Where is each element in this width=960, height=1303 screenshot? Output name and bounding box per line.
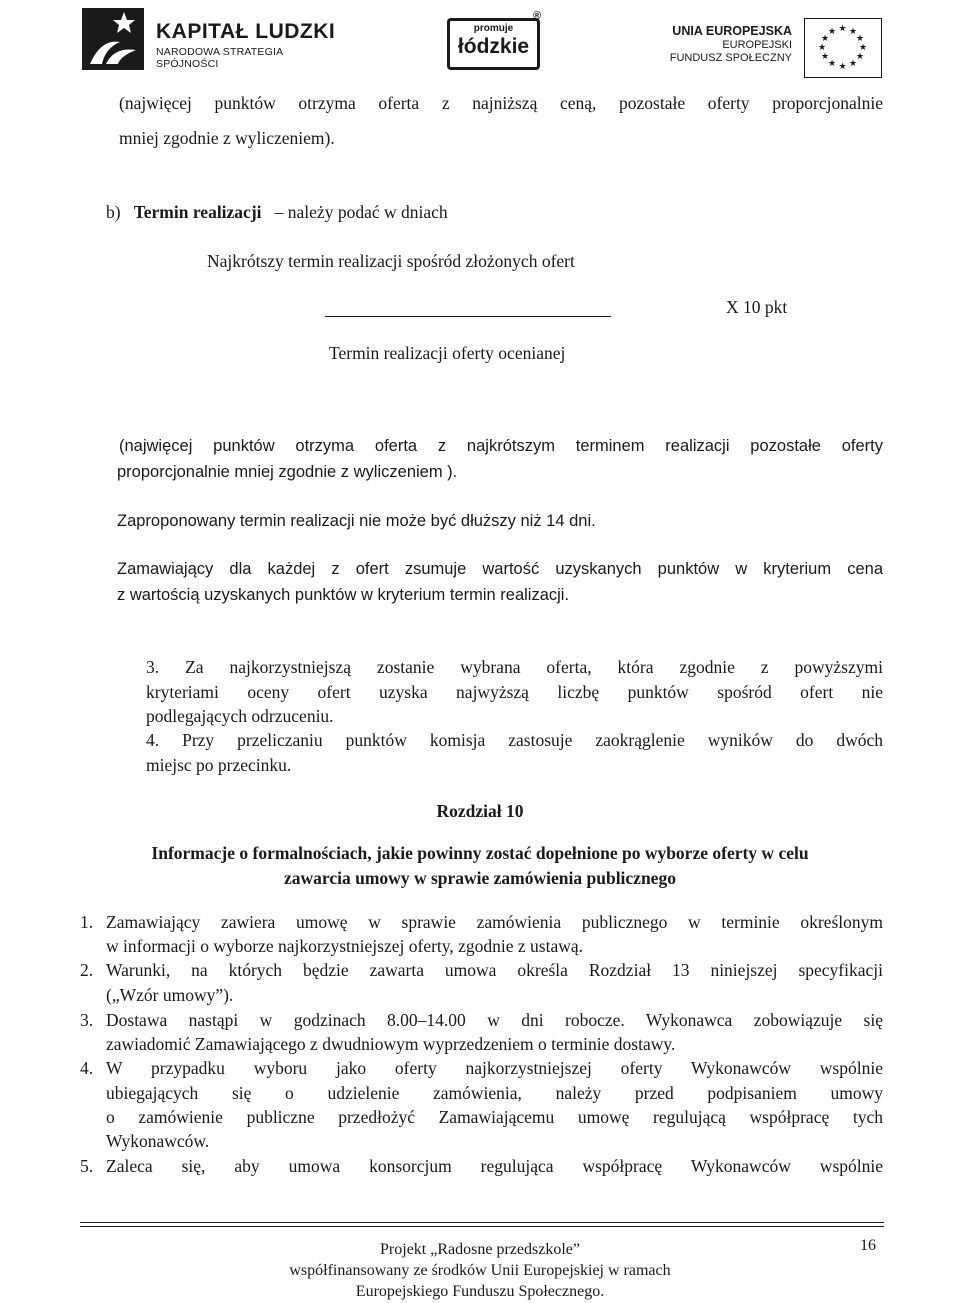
- list-item-3-number: 3.: [80, 1010, 94, 1030]
- footer-project: Projekt „Radosne przedszkole”: [380, 1241, 580, 1258]
- list-item-3-line-2: zawiadomić Zamawiającego z dwudniowym wyprzedzeniem o terminie dostawy.: [106, 1034, 676, 1054]
- chapter-heading-line-1: Informacje o formalnościach, jakie powinny zostać dopełnione po wyborze oferty w celu: [151, 843, 809, 863]
- registered-mark-icon: ®: [533, 10, 542, 22]
- list-item-3-line-1: Dostawa nastąpi w godzinach 8.00–14.00 w dni robocze. Wykonawca zobowiązuje się: [106, 1010, 883, 1030]
- promuje-lodzkie-logo: [447, 10, 547, 70]
- svg-text:★: ★: [858, 43, 868, 53]
- lodzkie-promuje-text: promuje: [473, 23, 514, 34]
- svg-text:★: ★: [820, 52, 830, 62]
- footer-fund: Europejskiego Funduszu Społecznego.: [355, 1283, 605, 1300]
- svg-text:★: ★: [817, 43, 827, 53]
- page-number: 16: [860, 1237, 876, 1254]
- chapter-heading-line-2: zawarcia umowy w sprawie zamówienia publicznego: [284, 868, 676, 888]
- sum-line-2: z wartością uzyskanych punktów w kryterium termin realizacji.: [117, 586, 570, 604]
- list-item-4-line-1: W przypadku wyboru jako oferty najkorzystniejszej oferty Wykonawców wspólnie: [106, 1058, 883, 1078]
- footer-rule-bottom: [80, 1226, 884, 1227]
- kapital-ludzki-title: KAPITAŁ LUDZKI: [156, 20, 336, 43]
- list-item-1-line-1: Zamawiający zawiera umowę w sprawie zamówienia publicznego w terminie określonym: [106, 912, 883, 932]
- criterion-b-title: Termin realizacji: [133, 202, 262, 222]
- note-line-2: proporcjonalnie mniej zgodnie z wyliczeniem ).: [117, 463, 458, 481]
- intro-line-1: (najwięcej punktów otrzyma oferta z najniższą ceną, pozostałe oferty proporcjonalnie: [119, 93, 883, 113]
- list-item-1-line-2: w informacji o wyborze najkorzystniejszej oferty, zgodnie z ustawą.: [106, 936, 584, 956]
- list-item-4-line-3: o zamówienie publiczne przedłożyć Zamawiającemu umowę regulującą współpracę tych: [106, 1107, 883, 1127]
- svg-text:★: ★: [848, 27, 858, 37]
- chapter-title: Rozdział 10: [436, 801, 524, 821]
- kapital-ludzki-logo: [80, 6, 340, 72]
- kapital-ludzki-subtitle: NARODOWA STRATEGIA SPÓJNOŚCI: [156, 46, 283, 70]
- svg-text:★: ★: [820, 34, 830, 44]
- svg-text:★: ★: [838, 62, 847, 72]
- unia-europejska-logo: [669, 14, 882, 74]
- svg-text:★: ★: [838, 24, 847, 34]
- svg-text:★: ★: [855, 34, 865, 44]
- svg-text:★: ★: [855, 52, 865, 62]
- list-item-1-number: 1.: [80, 912, 94, 932]
- list-item-2-line-2: („Wzór umowy”).: [106, 985, 234, 1005]
- criterion-b-rest: – należy podać w dniach: [274, 202, 448, 222]
- list-item-2-line-1: Warunki, na których będzie zawarta umowa określa Rozdział 13 niniejszej specyfikacji: [106, 960, 883, 980]
- sum-line-1: Zamawiający dla każdej z ofert zsumuje wartość uzyskanych punktów w kryterium cena: [117, 560, 883, 578]
- ue-line1: UNIA EUROPEJSKA: [672, 24, 792, 38]
- eu-flag-icon: [804, 18, 882, 78]
- point-3-line-1: 3. Za najkorzystniejszą zostanie wybrana oferta, która zgodnie z powyższymi: [146, 657, 883, 677]
- svg-text:★: ★: [827, 59, 837, 69]
- kapital-ludzki-emblem-icon: [80, 6, 146, 72]
- list-item-4-line-2: ubiegających się o udzielenie zamówienia, należy przed podpisaniem umowy: [106, 1083, 883, 1103]
- lodzkie-name-text: łódzkie: [457, 35, 530, 58]
- list-item-5-line-1: Zaleca się, aby umowa konsorcjum regulująca współpracę Wykonawców wspólnie: [106, 1156, 883, 1176]
- list-item-5-number: 5.: [80, 1156, 94, 1176]
- intro-line-2: mniej zgodnie z wyliczeniem).: [119, 128, 335, 148]
- svg-text:★: ★: [827, 27, 837, 37]
- point-3-line-3: podlegających odrzuceniu.: [146, 706, 334, 726]
- formula-fraction-line: [325, 316, 611, 317]
- footer-rule-top: [80, 1222, 884, 1223]
- point-4-line-1: 4. Przy przeliczaniu punktów komisja zastosuje zaokrąglenie wyników do dwóch: [146, 730, 883, 750]
- list-item-4-line-4: Wykonawców.: [106, 1131, 210, 1151]
- footer-cofinancing: współfinansowany ze środków Unii Europejskiej w ramach: [289, 1262, 671, 1279]
- point-3-line-2: kryteriami oceny ofert uzyska najwyższą liczbę punktów spośród ofert nie: [146, 682, 883, 702]
- ue-line3: FUNDUSZ SPOŁECZNY: [669, 52, 792, 64]
- svg-text:★: ★: [848, 59, 858, 69]
- ue-line2: EUROPEJSKI: [722, 39, 792, 51]
- criterion-b-heading: [106, 201, 448, 223]
- note-line-1: (najwięcej punktów otrzyma oferta z najkrótszym terminem realizacji pozostałe oferty: [119, 437, 883, 455]
- list-item-4-number: 4.: [80, 1058, 94, 1078]
- point-4-line-2: miejsc po przecinku.: [146, 755, 292, 775]
- max-term-note: Zaproponowany termin realizacji nie może być dłuższy niż 14 dni.: [117, 512, 596, 530]
- formula-denominator: Termin realizacji oferty ocenianej: [329, 343, 566, 363]
- criterion-b-marker: b): [106, 202, 121, 222]
- formula-numerator: Najkrótszy termin realizacji spośród złożonych ofert: [207, 251, 575, 271]
- list-item-2-number: 2.: [80, 960, 94, 980]
- formula-multiplier: X 10 pkt: [726, 297, 788, 317]
